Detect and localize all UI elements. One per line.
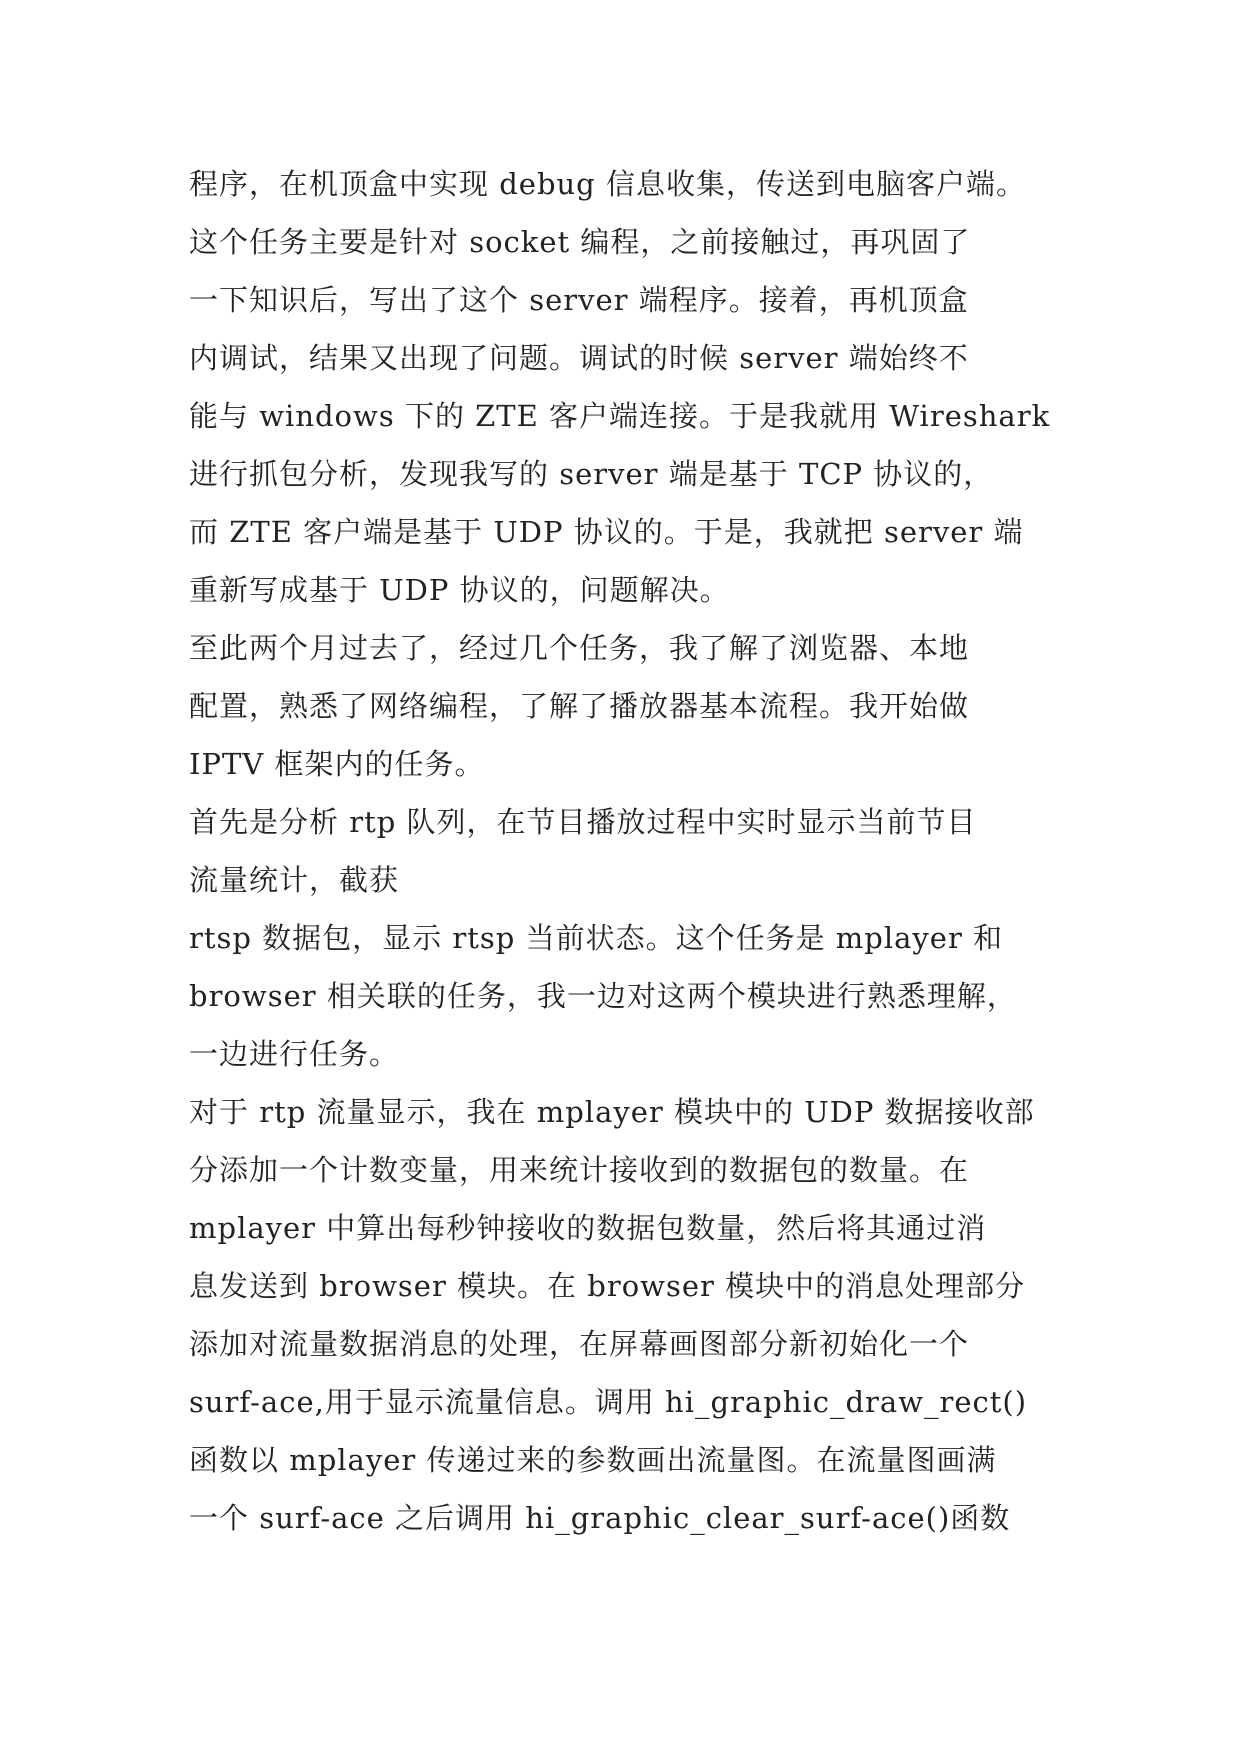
text-line: 程序，在机顶盒中实现 debug 信息收集，传送到电脑客户端。 xyxy=(189,167,1026,201)
text-line: 一下知识后，写出了这个 server 端程序。接着，再机顶盒 xyxy=(189,283,969,317)
text-line: 一个 surf-ace 之后调用 hi_graphic_clear_surf-ace()函数 xyxy=(189,1501,1011,1535)
text-line: 对于 rtp 流量显示，我在 mplayer 模块中的 UDP 数据接收部 xyxy=(189,1095,1035,1129)
text-line: 内调试，结果又出现了问题。调试的时候 server 端始终不 xyxy=(189,341,969,375)
text-line: 流量统计，截获 xyxy=(189,863,400,897)
text-line: surf-ace,用于显示流量信息。调用 hi_graphic_draw_rect() xyxy=(189,1385,1028,1419)
text-line: 能与 windows 下的 ZTE 客户端连接。于是我就用 Wireshark xyxy=(189,399,1051,433)
text-line: 首先是分析 rtp 队列，在节目播放过程中实时显示当前节目 xyxy=(189,805,977,839)
text-line: IPTV 框架内的任务。 xyxy=(189,747,485,781)
text-line: 这个任务主要是针对 socket 编程，之前接触过，再巩固了 xyxy=(189,225,971,259)
text-line: mplayer 中算出每秒钟接收的数据包数量，然后将其通过消 xyxy=(189,1211,987,1245)
text-line: 进行抓包分析，发现我写的 server 端是基于 TCP 协议的， xyxy=(189,457,994,491)
text-line: 息发送到 browser 模块。在 browser 模块中的消息处理部分 xyxy=(189,1269,1026,1303)
text-line: 而 ZTE 客户端是基于 UDP 协议的。于是，我就把 server 端 xyxy=(189,515,1024,549)
text-line: rtsp 数据包，显示 rtsp 当前状态。这个任务是 mplayer 和 xyxy=(189,921,1004,955)
text-line: browser 相关联的任务，我一边对这两个模块进行熟悉理解， xyxy=(189,979,1017,1013)
text-line: 分添加一个计数变量，用来统计接收到的数据包的数量。在 xyxy=(189,1153,970,1187)
text-line: 添加对流量数据消息的处理，在屏幕画图部分新初始化一个 xyxy=(189,1327,970,1361)
text-line: 一边进行任务。 xyxy=(189,1037,400,1071)
text-line: 重新写成基于 UDP 协议的，问题解决。 xyxy=(189,573,730,607)
text-line: 至此两个月过去了，经过几个任务，我了解了浏览器、本地 xyxy=(189,631,970,665)
text-line: 配置，熟悉了网络编程，了解了播放器基本流程。我开始做 xyxy=(189,689,970,723)
text-line: 函数以 mplayer 传递过来的参数画出流量图。在流量图画满 xyxy=(189,1443,997,1477)
body-text xyxy=(189,155,1059,1547)
